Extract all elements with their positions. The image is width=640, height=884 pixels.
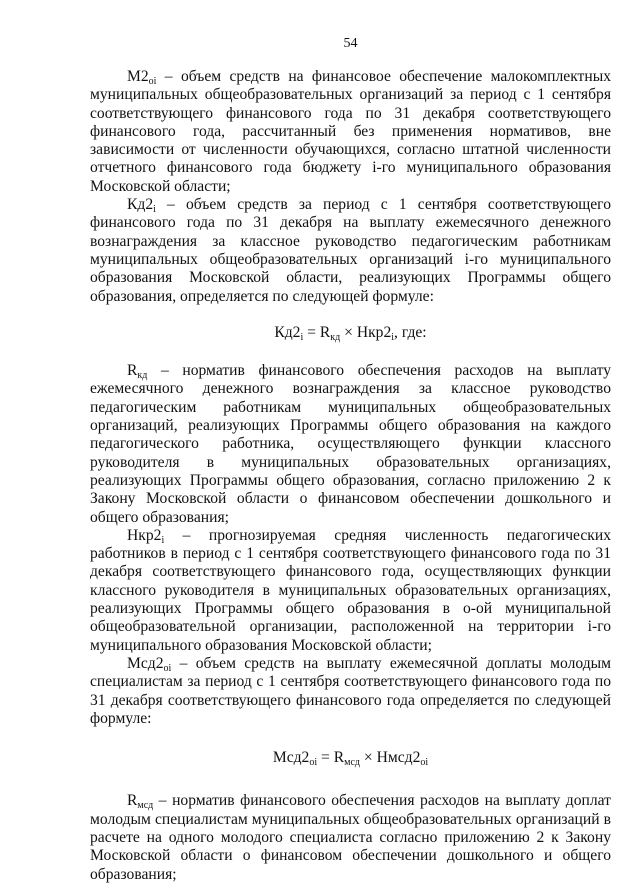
paragraph-m2-text: – объем средств на финансовое обеспечение малокомплектных муниципальных общеобразовательных организаций за период с 1 сентября соответствующего финансового года по 31 декабря соответствующего финансового года, рассчитанный без применения нормативов, вне зависимости от численности обучающихся, согласно штатной численности отчетного финансового года бюджету i-го муниципального образования Московской области;	[90, 68, 611, 195]
symbol-rkd-subscript: кд	[137, 370, 148, 382]
paragraph-nkr	[90, 527, 611, 655]
page-number: 54	[343, 36, 358, 51]
formula-msd-count: Нмсд2	[376, 749, 421, 767]
formula-msd-equals: =	[317, 749, 334, 767]
symbol-kd: Кд2	[127, 196, 154, 214]
formula-kd-count: Нкр2	[356, 323, 392, 341]
formula-msd	[90, 749, 611, 767]
formula-kd-times: ×	[340, 323, 357, 341]
formula-kd-lhs: Кд2	[274, 323, 301, 341]
formula-kd-lhs-subscript: i	[300, 331, 304, 343]
paragraph-rmsd	[90, 792, 611, 883]
formula-kd-tail: , где:	[394, 323, 427, 341]
paragraph-rkd-text: – норматив финансового обеспечения расходов на выплату ежемесячного денежного вознаграждения за классное руководство педагогическим работникам муниципальных общеобразовательных организаций, реализующих Программы общего образования на каждого педагогического работника, осуществляющего функции классного руководителя в муниципальных образовательных организациях, реализующих Программы общего образования, согласно приложению 2 к Закону Московской области о финансовом обеспечении дошкольного и общего образования;	[90, 362, 611, 526]
symbol-m2: М2	[127, 68, 149, 85]
document-body	[90, 68, 611, 884]
paragraph-m2	[90, 68, 611, 196]
formula-kd-rate-subscript: кд	[330, 331, 341, 343]
symbol-msd-subscript: oi	[163, 662, 172, 674]
formula-msd-lhs: Мсд2	[272, 749, 310, 767]
paragraph-msd	[90, 655, 611, 728]
symbol-nkr: Нкр2	[127, 526, 162, 544]
paragraph-rmsd-text: – норматив финансового обеспечения расходов на выплату доплат молодым специалистам муниципальных общеобразовательных организаций в расчете на одного молодого специалиста согласно приложению 2 к Закону Московской области о финансовом обеспечении дошкольного и общего образования;	[90, 792, 611, 883]
paragraph-nkr-text: – прогнозируемая средняя численность педагогических работников в период с 1 сентября соответствующего финансового года по 31 декабря соответствующего финансового года, осуществляющих функции классного руководителя в муниципальных образовательных организациях, реализующих Программы общего образования в о-ой муниципальной общеобразовательной организации, расположенной на территории i-го муниципального образования Московской области;	[90, 526, 611, 654]
symbol-rmsd: R	[127, 792, 138, 810]
symbol-rmsd-subscript: мсд	[137, 800, 154, 812]
paragraph-rkd	[90, 362, 611, 527]
paragraph-msd-text: – объем средств на выплату ежемесячной доплаты молодым специалистам за период с 1 сентября соответствующего финансового года по 31 декабря соответствующего финансового года определяется по следующей формуле:	[90, 654, 611, 727]
paragraph-kd	[90, 196, 611, 306]
formula-kd	[90, 324, 611, 342]
symbol-rkd: R	[127, 362, 138, 380]
formula-msd-times: ×	[360, 749, 377, 767]
formula-msd-rate-subscript: мсд	[344, 757, 360, 769]
formula-kd-equals: =	[303, 323, 320, 341]
symbol-nkr-subscript: i	[161, 534, 165, 546]
formula-kd-count-subscript: i	[391, 331, 395, 343]
symbol-msd: Мсд2	[127, 654, 164, 672]
paragraph-kd-text: – объем средств за период с 1 сентября соответствующего финансового года по 31 декабря на выплату ежемесячного денежного вознаграждения за классное руководство педагогическим работникам муниципальных общеобразовательных организаций i-го муниципального образования Московской области, реализующих Программы общего образования, определяется по следующей формуле:	[90, 196, 611, 305]
formula-msd-rate: R	[333, 749, 345, 767]
formula-msd-lhs-subscript: oi	[309, 757, 318, 769]
symbol-m2-subscript: oi	[148, 76, 157, 87]
formula-msd-count-subscript: oi	[420, 757, 429, 769]
formula-kd-rate: R	[319, 323, 331, 341]
symbol-kd-subscript: i	[153, 204, 156, 216]
